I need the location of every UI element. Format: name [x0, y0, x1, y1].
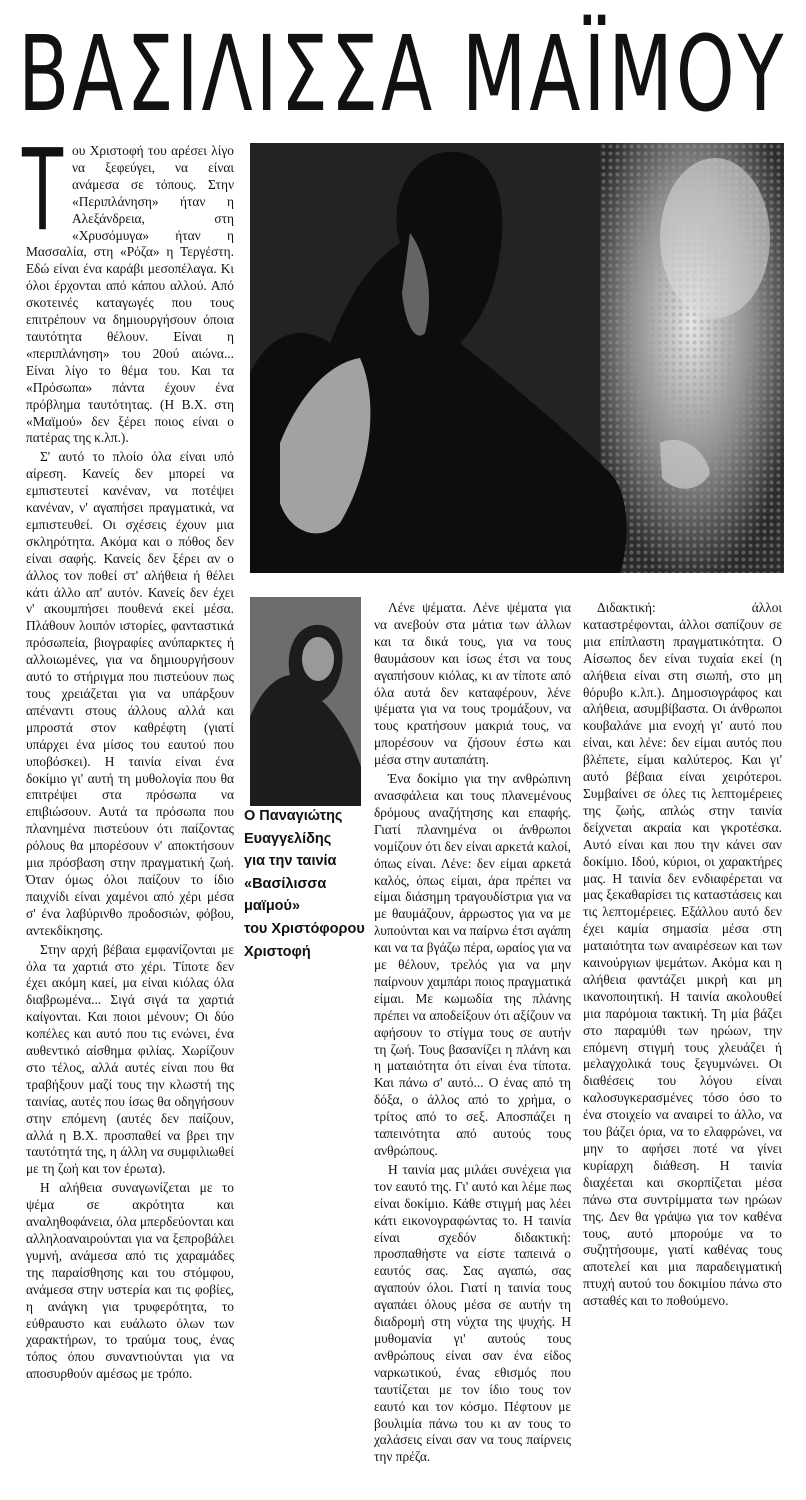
article-column-2 — [374, 600, 571, 1466]
author-portrait-image — [250, 597, 361, 806]
paragraph: Η αλήθεια συναγωνίζεται με το ψέμα σε ακρότητα και αναληθοφάνεια, όλα μπερδεύονται και αλληλοαναιρούνται για να ξεπροβάλει γυμνή, ανάμεσα από τις χαραμάδες της παραίσθησης και του στόμφου, ανάμεσα στην υστερία και τις φοβίες, η ανάγκη για τρυφερότητα, το εύθραυστο και ευάλωτο όλων των χαρακτήρων, το τραύμα τους, ένας τόπος όπου συναντιούνται για να αποσυρθούν αμέσως με τρόπο. — [26, 1180, 235, 1382]
paragraph: Σ' αυτό το πλοίο όλα είναι υπό αίρεση. Κανείς δεν μπορεί να εμπιστευτεί κανέναν, να ποτέψει κανέναν, ν' αγαπήσει πραγματικά, να εμπιστευθεί. Οι σχέσεις έχουν μια σκληρότητα. Ακόμα και ο πόθος δεν είναι σαφής. Κανείς δεν ξέρει αν ο άλλος τον ποθεί στ' αλήθεια ή θέλει κάτι άλλο απ' αυτόν. Κανείς δεν έχει ν' ακουμπήσει πουθενά εκεί μέσα. Πλάθουν λοιπόν ιστορίες, φανταστικά πρόσωπεία, βιογραφίες ανύπαρκτες ή αλλοιωμένες, για να δημιουργήσουν αυτό το στήριγμα που πιστεύουν πως τους χρειάζεται για να υπάρξουν απέναντι στους άλλους αλλά και μπροστά στον καθρέφτη (γιατί υπάρχει ένα μίσος του εαυτού που υποβόσκει). Η ταινία είναι ένα δοκίμιο γι' αυτή τη μυθολογία που θα επιτρέψει στα πρόσωπα να επιβιώσουν. Αυτά τα πρόσωπα που πλανημένα πιστεύουν ότι παίζοντας ρόλους θα μπορέσουν ν' αποκτήσουν μια πρόσβαση στην πραγματική ζωή. Όταν όμως όλοι παίζουν το ίδιο παιχνίδι είναι χαμένοι από χέρι μέσα σ' ένα λαβύρινθο προδοσιών, φόβου, αντεκδίκησης. — [26, 449, 234, 938]
author-portrait-photo — [250, 597, 361, 806]
paragraph: Λένε ψέματα. Λένε ψέματα για να ανεβούν στα μάτια των άλλων και τα δικά τους, για να τους θαυμάσουν και ίσως έτσι να τους αγαπήσουν κιόλας, κι αν τίποτε από όλα αυτά δεν καταφέρουν, λένε ψέματα για να τους τρομάξουν, να τους κρατήσουν μακριά τους, να μπορέσουν να ζήσουν έστω και μέσα στην αυταπάτη. — [374, 600, 571, 768]
caption-line: του Χριστόφορου Χριστοφή — [244, 920, 365, 960]
film-still-photo — [250, 143, 784, 573]
article-column-1 — [22, 126, 235, 1383]
paragraph: Η ταινία μας μιλάει συνέχεια για τον εαυτό της. Γι' αυτό και λέμε πως είναι δοκίμιο. Κάθε στιγμή μας λέει κάτι εικονογραφώντας το. Η ταινία είναι σχεδόν διδακτική: προσπαθήστε να είστε ταπεινά ο εαυτός σας. Σας αγαπώ, σας αγαπούν όλοι. Γιατί η ταινία τους αγαπάει όλους μέσα σε αυτήν τη διαδρομή στη νύχτα της ψυχής. Η μυθομανία γι' αυτούς τους ανθρώπους είναι σαν ένα είδος ναρκωτικού, ένας εθισμός που ταυτίζεται με τον ίδιο τους τον εαυτό και τον κόσμο. Πέφτουν με βουλιμία πάνω του κι αν τους το χαλάσεις είναι σαν να τους παίρνεις την πρέζα. — [374, 1161, 571, 1465]
paragraph: Στην αρχή βέβαια εμφανίζονται με όλα τα χαρτιά στο χέρι. Τίποτε δεν έχει ακόμη καεί, μα είναι κιόλας όλα διαβρωμένα... Σιγά σιγά τα χαρτιά καίγονται. Και ποιοι μένουν; Οι δύο κοπέλες και αυτό που τις ενώνει, ένα αυθεντικό αίσθημα φιλίας. Χωρίζουν στο τέλος, αλλά αυτές είναι που θα τραβήξουν μαζί τους την κλωστή της ταινίας, αυτές που ίσως θα οδηγήσουν στην επόμενη (αυτές δεν παίζουν, αλλά η Β.Χ. προσπαθεί να βρει την ταυτότητά της, η άλλη να συμφιλιωθεί με τη ζωή και τον έρωτα). — [26, 941, 234, 1177]
paragraph: Ένα δοκίμιο για την ανθρώπινη ανασφάλεια και τους πλανεμένους δρόμους αναζήτησης και επαφής. Γιατί πλανημένα οι άνθρωποι νομίζουν ότι δεν είναι αρκετά καλοί, όπως είναι. Λένε: δεν είμαι αρκετά καλός, όπως είμαι, άρα πρέπει να είμαι διάσημη τραγουδίστρια για να με θαυμάζουν, άρρωστος για να με λυπούνται και να παίρνω έτσι αγάπη και να τα βγάζω πέρα, ωραίος για να με θέλουν, τρελός για να μην παίρνουν χαμπάρι ποιος πραγματικά είμαι. Με κωμωδία της πλάνης πρέπει να αποδείξουν ότι αξίζουν να αφήσουν το στίγμα τους σε αυτήν τη ζωή. Τους βασανίζει η πλάνη και η ματαιότητα ότι είναι ένα τίποτα. Και πάνω σ' αυτό... Ο ένας από τη δόξα, ο άλλος από το χρήμα, ο τρίτος από το σεξ. Αποσπάζει η ταπεινότητα από αυτούς τους ανθρώπους. — [374, 771, 571, 1158]
article-title: ΒΑΣΙΛΙΣΣΑ ΜΑΪΜΟΥ — [18, 13, 787, 135]
photo-caption — [244, 805, 366, 963]
paragraph: ου Χριστοφή του αρέσει λίγο να ξεφεύγει, να είναι ανάμεσα σε τόπους. Στην «Περιπλάνηση» ήταν η Αλεξάνδρεια, στη «Χρυσόμυγα» ήταν η Μασσαλία, στη «Ρόζα» η Τεργέστη. Εδώ είναι ένα καράβι μεσοπέλαγα. Κι όλοι έρχονται από κάπου αλλού. Από σκοτεινές καταγωγές που τους επιτρέπουν να δημιουργήσουν όποια ταυτότητα θέλουν. Είναι η «περιπλάνηση» του 20ού αιώνα... Είναι λίγο το θέμα του. Και τα «Πρόσωπα» πάντα έχουν ένα πρόβλημα ταυτότητας. (Η Β.Χ. στη «Μαϊμού» δεν ξέρει ποιος είναι ο πατέρας της κ.λπ.). — [26, 143, 234, 446]
caption-line: για την ταινία — [244, 853, 337, 870]
article-column-3 — [583, 600, 782, 1310]
caption-line: Ο Παναγιώτης Ευαγγελίδης — [244, 808, 343, 847]
caption-line: «Βασίλισσα μαϊμού» — [244, 875, 327, 915]
drop-cap: Τ — [22, 126, 64, 256]
film-still-image — [250, 143, 784, 573]
paragraph: Διδακτική: άλλοι καταστρέφονται, άλλοι σαπίζουν σε μια επίπλαστη πραγματικότητα. Ο Αίσωπος δεν είναι τυχαία εκεί (η αλήθεια είναι στη σιωπή, στο μη θόρυβο κ.λπ.). Δημοσιογράφος και αλήθεια, ασυμβίβαστα. Οι άνθρωποι κουβαλάνε μια ενοχή γι' αυτό που είναι, και λένε: δεν είμαι αυτός που βλέπετε, είμαι καλύτερος. Και γι' αυτό βέβαια είναι χειρότεροι. Συμβαίνει σε όλες τις λεπτομέρειες της ζωής, απλώς στην ταινία δείχνεται ακραία και γκροτέσκα. Αυτό είναι και που την κάνει σαν δοκίμιο. Ιδού, κύριοι, οι χαρακτήρες μας. Η ταινία δεν ενδιαφέρεται να μας ξεκαθαρίσει τις καταστάσεις και τις λεπτομέρειες. Εξάλλου αυτό δεν έχει καμία σημασία μέσα στη ματαιότητα των αναιρέσεων και των καινούργιων ψεμάτων. Ακόμα και η αλήθεια φαντάζει μικρή και μη ικανοποιητική. Η ταινία ακολουθεί μια παρόμοια τακτική. Τη μία βάζει στο παραμύθι των ηρώων, την επόμενη στιγμή τους χλευάζει ή μελαγχολικά τους ξεγυμνώνει. Οι διαθέσεις του λόγου είναι καλοσυγκερασμένες τόσο όσο το ένα στοιχείο να αναιρεί το άλλο, να του βάζει όρια, να το ελαφρώνει, να μην το αφήσει ποτέ να γίνει κυρίαρχη διάθεση. Η ταινία διαχέεται και σκορπίζεται μέσα πάνω στα συντρίμματα των ηρώων της. Δεν θα γράψω για τον καθένα τους, αυτό μπορούμε να το συζητήσουμε, γιατί καθένας τους αποτελεί και μια παραδειγματική πτυχή αυτού του δοκιμίου πάνω στο ασταθές και το ποθούμενο. — [583, 600, 782, 1309]
